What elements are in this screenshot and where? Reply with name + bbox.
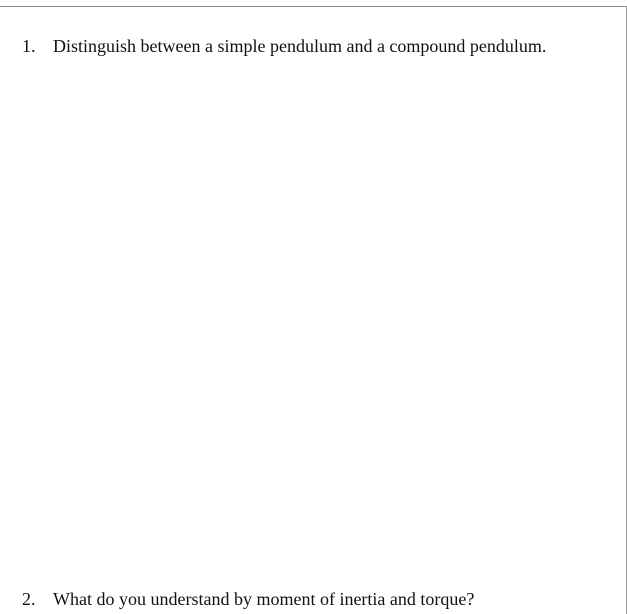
- question-text: What do you understand by moment of inertia and torque?: [53, 589, 475, 609]
- question-1: [22, 35, 546, 57]
- question-2: [22, 588, 474, 610]
- top-border-line: [0, 6, 627, 7]
- question-number: 2.: [22, 589, 36, 609]
- question-number: 1.: [22, 36, 36, 56]
- question-text: Distinguish between a simple pendulum and a compound pendulum.: [53, 36, 547, 56]
